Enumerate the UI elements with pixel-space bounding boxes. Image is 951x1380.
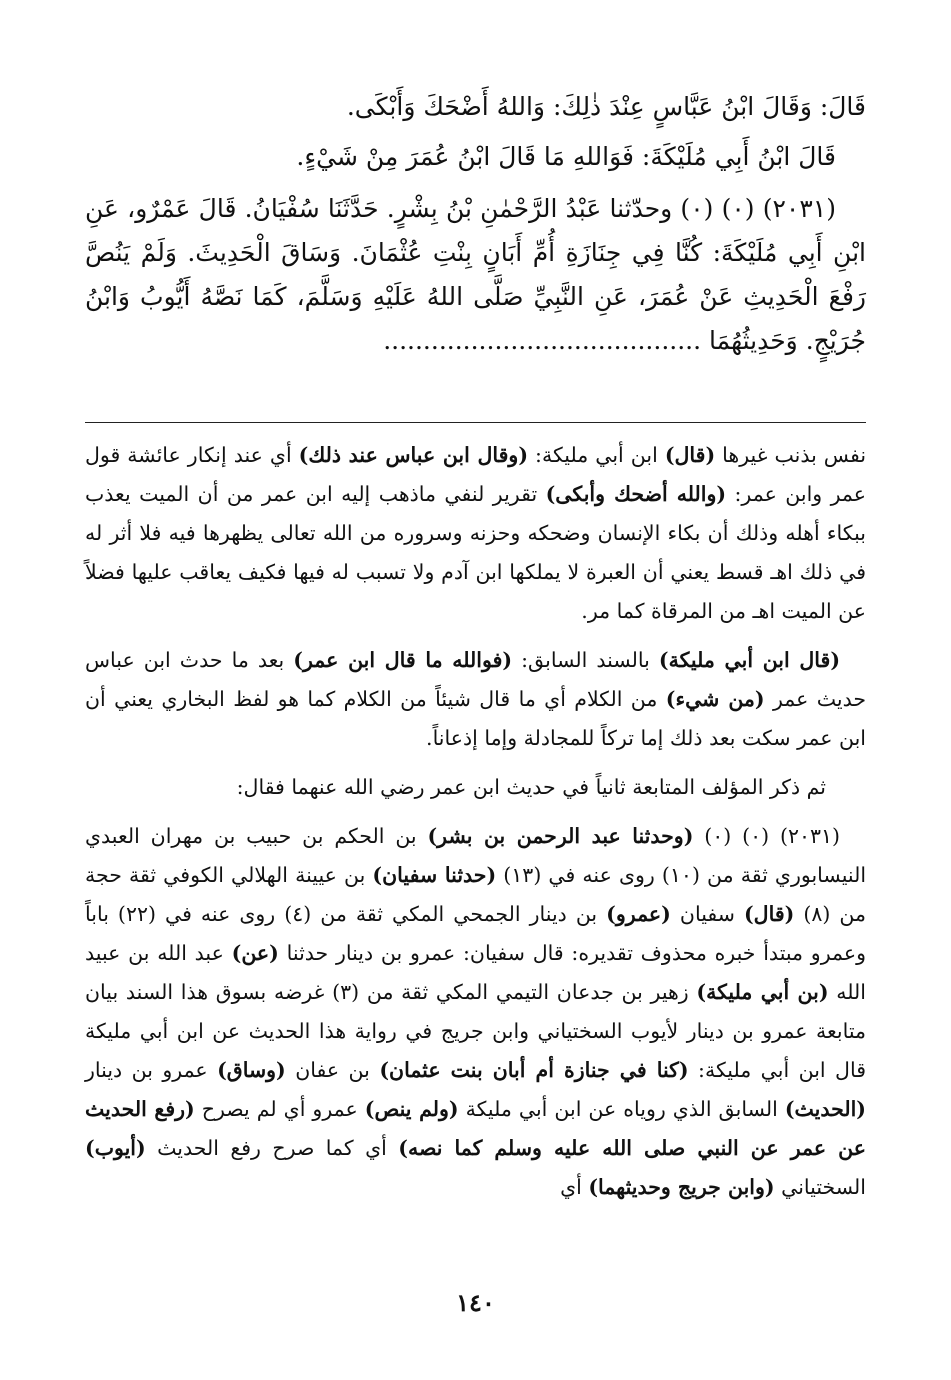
commentary-block <box>85 436 866 1217</box>
text: عبد الله بن عبيد الله <box>85 941 866 1004</box>
text: أي <box>560 1175 589 1199</box>
bold-quote: (بن أبي مليكة) <box>696 980 829 1004</box>
text: بالسند السابق: <box>512 648 659 672</box>
commentary-paragraph-4 <box>85 817 866 1207</box>
text: عمرو أي لم يصرح <box>194 1097 365 1121</box>
text: بن عيينة الهلالي الكوفي ثقة حجة من (٨) <box>85 863 866 926</box>
book-page <box>85 0 866 1380</box>
commentary-paragraph-3: ثم ذكر المؤلف المتابعة ثانياً في حديث ابن عمر رضي الله عنهما فقال: <box>236 775 826 799</box>
footnote-divider <box>85 422 866 423</box>
hadith-paragraph-2031: (٢٠٣١) (٠) (٠) وحدّثنا عَبْدُ الرَّحْمٰنِ بْنُ بِشْرٍ. حَدَّثَنَا سُفْيَانُ. قَالَ عَمْرٌو، عَنِ ابْنِ أَبِي مُلَيْكَةَ: كُنَّا فِي جِنَازَةِ أُمِّ أَبَانٍ بِنْتِ عُثْمَانَ. وَسَاقَ الْحَدِيثَ. وَلَمْ يَنُصَّ رَفْعَ الْحَدِيثِ عَنْ عُمَرَ، عَنِ النَّبِيِّ صَلَّى اللهُ عَلَيْهِ وَسَلَّمَ، كَمَا نَصَّهُ أَيُّوبُ وَابْنُ جُرَيْجٍ. وَحَدِيثُهُمَا ........................................ <box>85 194 866 355</box>
text: السختياني <box>774 1175 866 1199</box>
bold-quote: (والله أضحك وأبكى) <box>545 482 727 506</box>
bold-quote: (قال) <box>664 443 716 467</box>
bold-quote: (وابن جريج وحديثهما) <box>588 1175 775 1199</box>
bold-quote: (عن) <box>231 941 279 965</box>
bold-quote: (من شيء) <box>665 687 765 711</box>
text: السابق الذي روياه عن ابن أبي مليكة <box>458 1097 785 1121</box>
text: ابن أبي مليكة: <box>528 443 665 467</box>
commentary-paragraph-1 <box>85 436 866 631</box>
text: من الكلام أي ما قال شيئاً من الكلام كما هو لفظ البخاري يعني أن ابن عمر سكت بعد ذلك إما تركاً للمجادلة وإما إذعاناً. <box>85 687 866 750</box>
text: بعد ما حدث ابن عباس حديث عمر <box>85 648 867 711</box>
text: (٢٠٣١) (٠) (٠) <box>693 824 840 848</box>
text: بن عفان <box>285 1058 380 1082</box>
text: سفيان <box>670 902 744 926</box>
text: أي كما صرح رفع الحديث <box>145 1136 399 1160</box>
hadith-line-2: قَالَ ابْنُ أَبِي مُلَيْكَةَ: فَوَاللهِ مَا قَالَ ابْنُ عُمَرَ مِنْ شَيْءٍ. <box>296 142 836 171</box>
text: بن الحكم بن حبيب بن مهران العبدي النيسابوري ثقة من (١٠) روى عنه في (١٣) <box>85 824 867 887</box>
text: أي عند إنكار عائشة قول عمر وابن عمر: <box>85 443 866 506</box>
hadith-line-1: قَالَ: وَقَالَ ابْنُ عَبَّاسٍ عِنْدَ ذٰلِكَ: وَاللهُ أَضْحَكَ وَأَبْكَى. <box>346 92 866 121</box>
commentary-paragraph-2 <box>85 641 866 758</box>
text: نفس بذنب غيرها <box>715 443 867 467</box>
text: زهير بن جدعان التيمي المكي ثقة من (٣) غرضه بسوق هذا السند بيان متابعة عمرو بن دينار لأيوب السختياني وابن جريج في رواية هذا الحديث عن ابن أبي مليكة قال ابن أبي مليكة: <box>85 980 866 1082</box>
bold-quote: (وساق) <box>217 1058 286 1082</box>
bold-quote: (فوالله ما قال ابن عمر) <box>293 648 513 672</box>
bold-quote: (الحديث) <box>784 1097 866 1121</box>
bold-quote: (ولم ينص) <box>364 1097 459 1121</box>
bold-quote: (حدثنا سفيان) <box>372 863 497 887</box>
bold-quote: (قال) <box>743 902 795 926</box>
page-number: ١٤٠ <box>456 1288 495 1317</box>
text: عمرو بن دينار <box>85 1058 218 1082</box>
bold-quote: (وحدثنا عبد الرحمن بن بشر) <box>427 824 694 848</box>
text: تقرير لنفي ماذهب إليه ابن عمر من أن الميت يعذب ببكاء أهله وذلك أن بكاء الإنسان وضحكه وحزنه وسروره من الله تعالى يظهرها فيه فلا أثر له في ذلك اهـ قسط يعني أن العبرة لا يملكها ابن آدم ولا تسبب له فيها فكيف يعاقب عليها فضلاً عن الميت اهـ من المرقاة كما مر. <box>85 482 866 623</box>
bold-quote: (عمرو) <box>606 902 671 926</box>
bold-quote: (كنا في جنازة أم أبان بنت عثمان) <box>379 1058 689 1082</box>
bold-quote: (رفع الحديث عن عمر عن النبي صلى الله عليه وسلم كما نصه) <box>85 1097 866 1160</box>
bold-quote: (أيوب) <box>85 1136 146 1160</box>
text: بن دينار الجمحي المكي ثقة من (٤) روى عنه في (٢٢) باباً وعمرو مبتدأ خبره محذوف تقديره: قال سفيان: عمرو بن دينار حدثنا <box>85 902 866 965</box>
hadith-text-block <box>85 85 866 363</box>
bold-quote: (وقال ابن عباس عند ذلك) <box>298 443 529 467</box>
bold-quote: (قال ابن أبي مليكة) <box>658 648 841 672</box>
